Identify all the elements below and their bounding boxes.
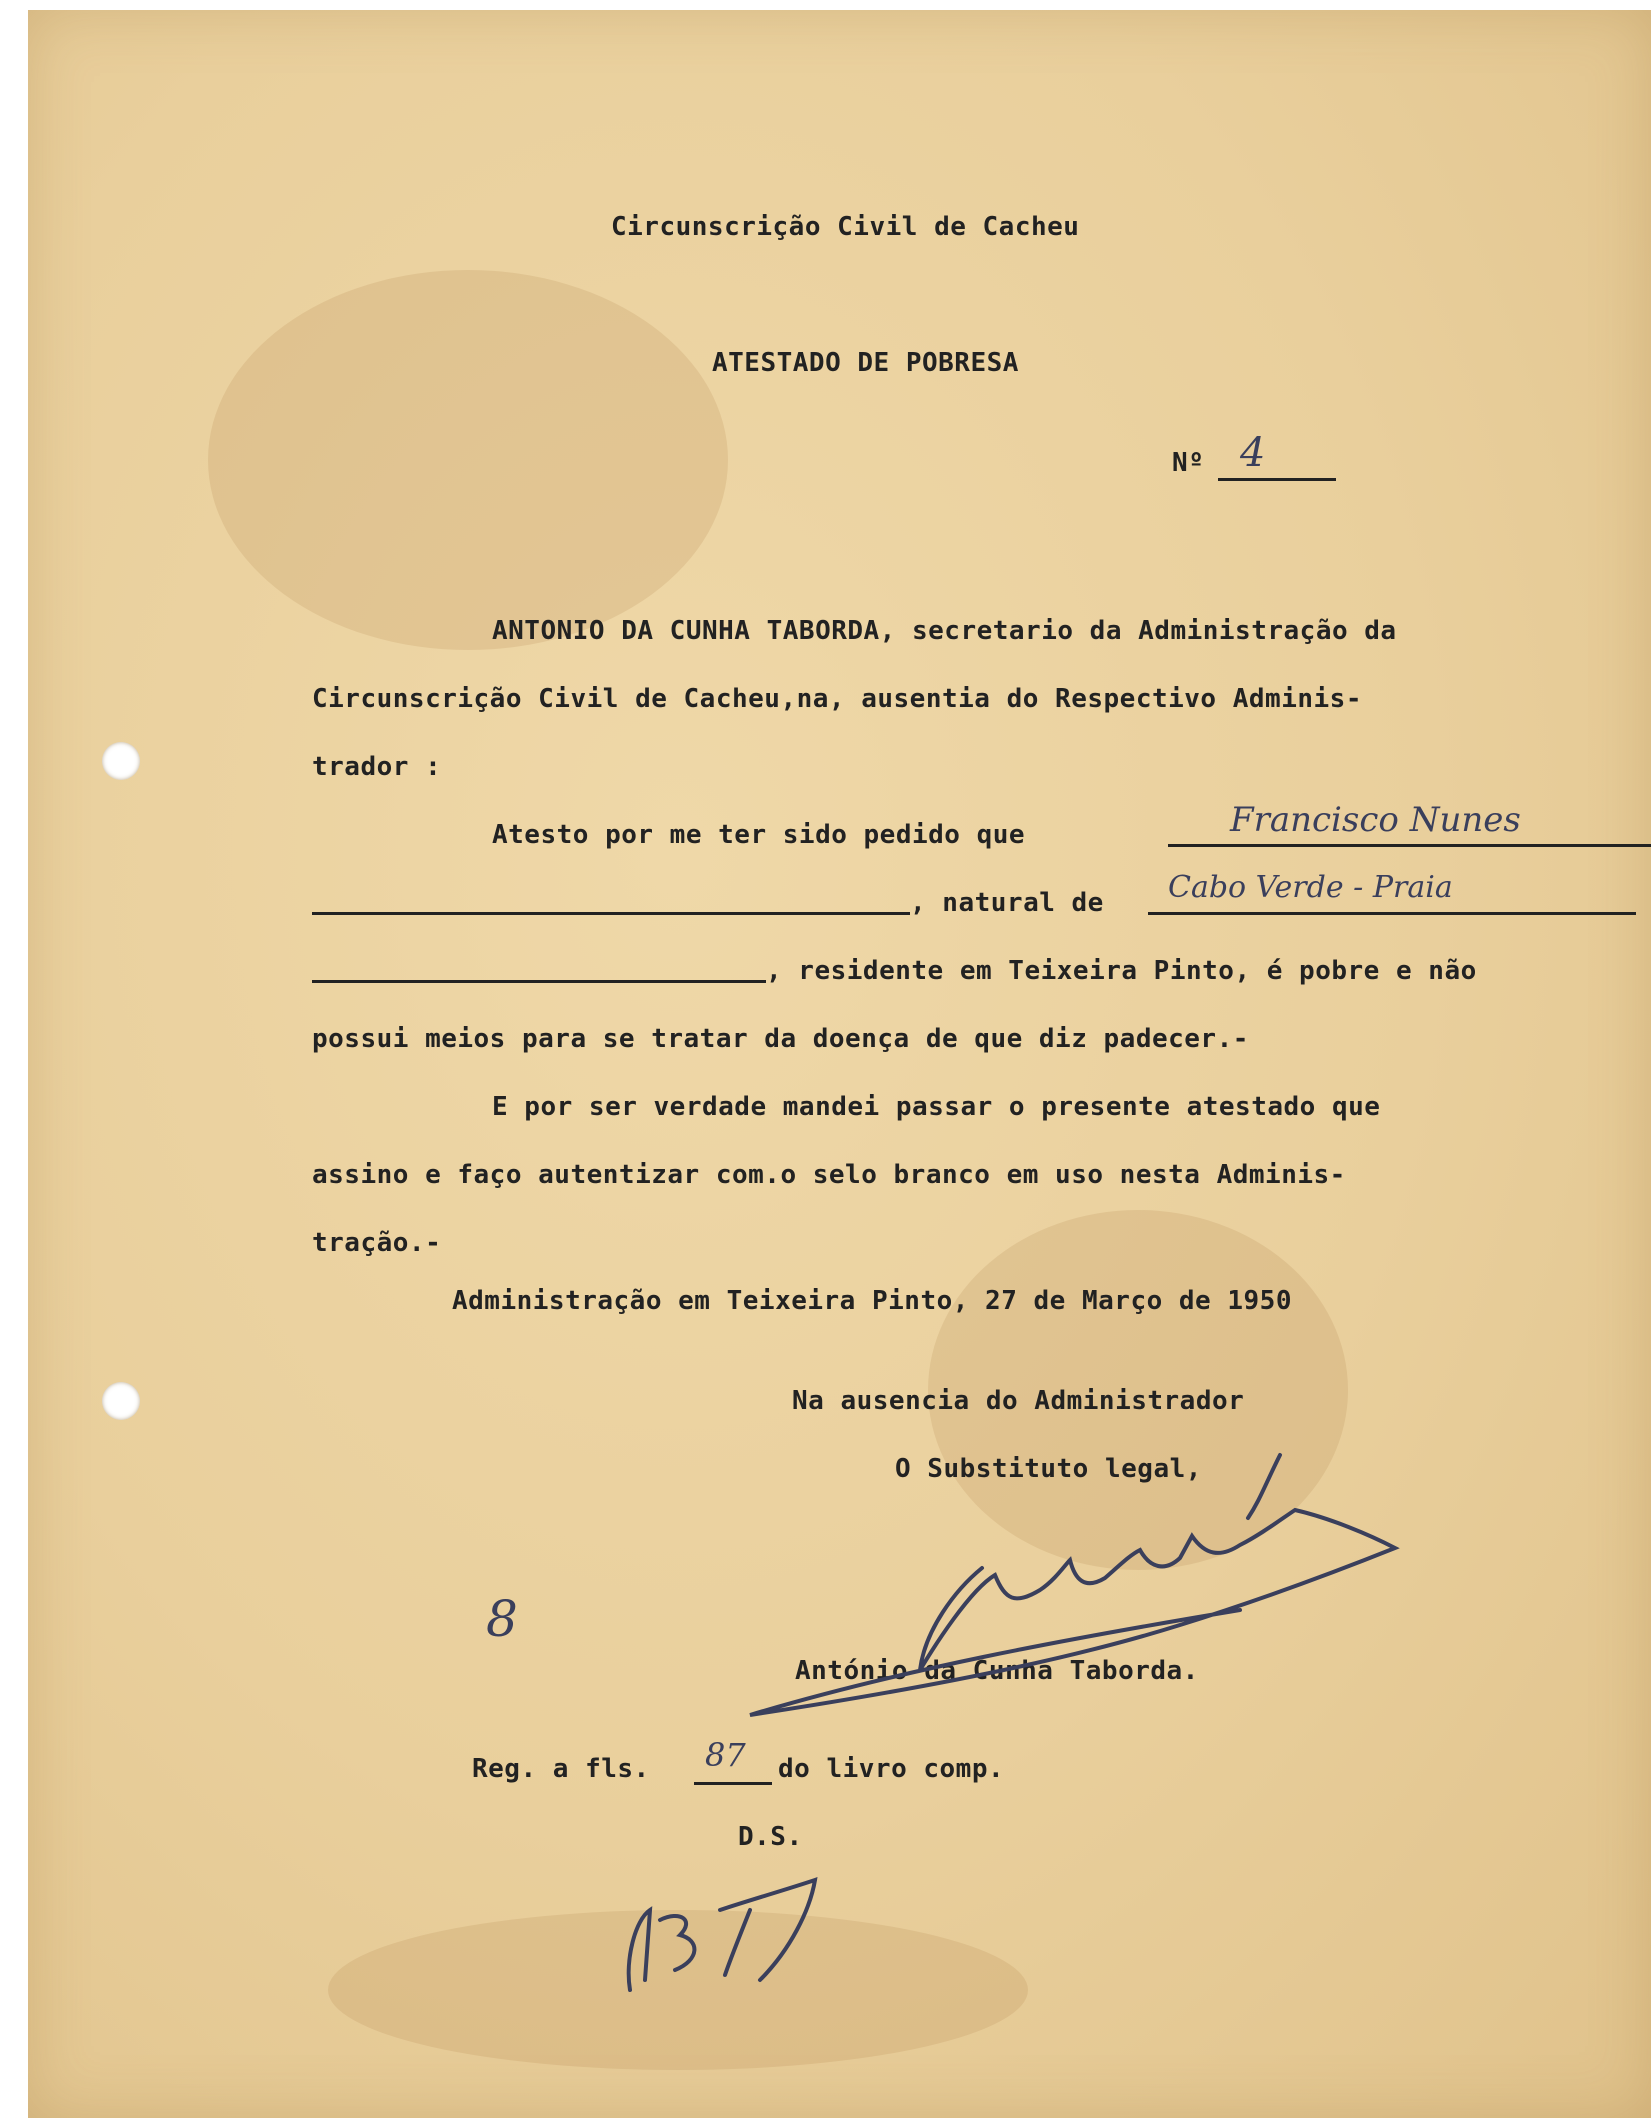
body-line-9: assino e faço autentizar com.o selo branco em uso nesta Adminis- [312,1160,1346,1190]
blank-line-2 [312,980,766,983]
reg-page-handwritten: 87 [705,1736,746,1774]
body-line-1: ANTONIO DA CUNHA TABORDA, secretario da Administração da [492,616,1397,646]
date-line: Administração em Teixeira Pinto, 27 de Março de 1950 [452,1286,1292,1316]
handwritten-signature [720,1440,1420,1740]
punch-hole [102,742,140,780]
document-title: Circunscrição Civil de Cacheu [611,212,1080,242]
signer-name: António da Cunha Taborda. [795,1656,1199,1686]
paper-stain [208,270,728,650]
punch-hole [102,1382,140,1420]
body-line-3: trador : [312,752,442,782]
body-line-4: Atesto por me ter sido pedido que [492,820,1026,850]
reg-prefix: Reg. a fls. [472,1754,650,1784]
origin-underline [1148,912,1636,915]
footer-initials: D.S. [738,1822,803,1852]
name-underline [1168,844,1651,847]
reg-suffix: do livro comp. [778,1754,1005,1784]
body-line-8: E por ser verdade mandei passar o presente atestado que [492,1092,1381,1122]
body-line-10: tração.- [312,1228,442,1258]
origin-handwritten: Cabo Verde - Praia [1168,870,1453,905]
blank-line-1 [312,912,910,915]
document-subtitle: ATESTADO DE POBRESA [712,348,1019,378]
body-line-7: possui meios para se tratar da doença de que diz padecer.- [312,1024,1249,1054]
body-line-5: , natural de [910,888,1104,918]
body-line-2: Circunscrição Civil de Cacheu,na, ausentia do Respectivo Adminis- [312,684,1362,714]
reg-page-underline [694,1782,772,1785]
number-label: Nº [1172,448,1205,478]
document-paper [28,10,1651,2118]
handwritten-initials-mark [610,1840,850,2040]
signature-line-2: O Substituto legal, [895,1454,1202,1484]
number-underline [1218,478,1336,481]
number-handwritten: 4 [1240,430,1266,476]
signature-line-1: Na ausencia do Administrador [792,1386,1245,1416]
name-handwritten: Francisco Nunes [1230,800,1521,840]
body-line-6: , residente em Teixeira Pinto, é pobre e não [766,956,1477,986]
margin-mark: 8 [486,1590,518,1648]
